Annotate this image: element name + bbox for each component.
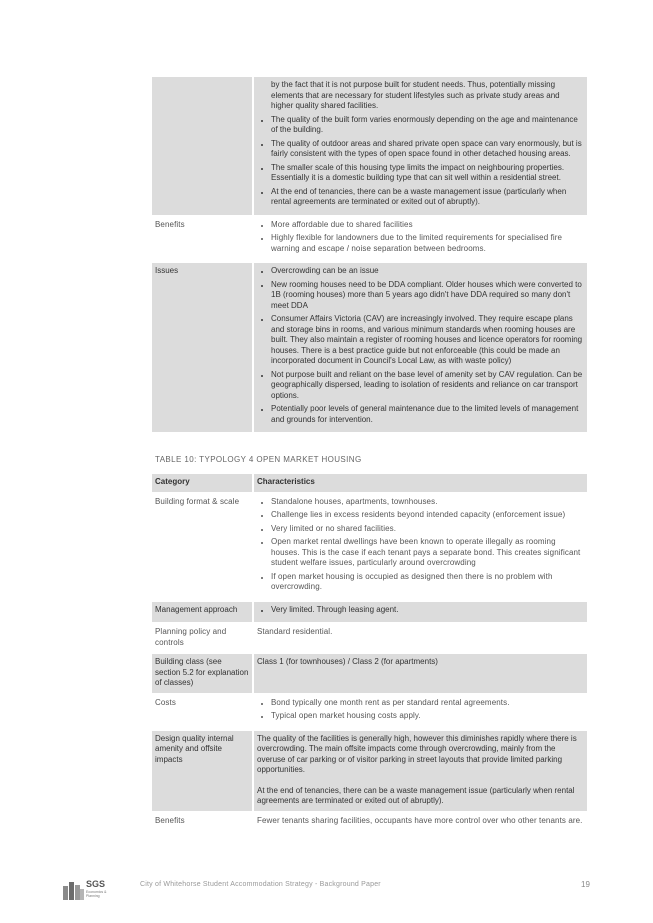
logo-subtext: Economics & Planning bbox=[86, 890, 107, 898]
category-cell: Benefits bbox=[152, 812, 253, 832]
list-item: • At the end of tenancies, there can be a waste management issue (particularly when rental agreements are terminated or exited out of abruptly). bbox=[271, 187, 584, 208]
characteristics-cell: Class 1 (for townhouses) / Class 2 (for apartments) bbox=[253, 653, 587, 694]
list-item: • Highly flexible for landowners due to the limited requirements for specialised fire warning and escape / noise separation between bedrooms. bbox=[271, 233, 584, 254]
list-item: • Very limited or no shared facilities. bbox=[271, 524, 584, 535]
list-item: • New rooming houses need to be DDA compliant. Older houses which were converted to 1B (rooming houses) more than 5 years ago didn't have DDA required so many don't meet DDA bbox=[271, 280, 584, 312]
table-row bbox=[152, 812, 587, 832]
category-cell: Building format & scale bbox=[152, 493, 253, 601]
list-item: • If open market housing is occupied as designed then there is no problem with overcrowding. bbox=[271, 572, 584, 593]
category-cell: Building class (see section 5.2 for explanation of classes) bbox=[152, 653, 253, 694]
table-row bbox=[152, 730, 587, 812]
category-cell: Costs bbox=[152, 694, 253, 730]
characteristics-cell: Standard residential. bbox=[253, 623, 587, 653]
category-cell bbox=[152, 77, 253, 216]
header-characteristics: Characteristics bbox=[253, 474, 587, 493]
list-item: • Standalone houses, apartments, townhouses. bbox=[271, 497, 584, 508]
table-header-row bbox=[152, 474, 587, 493]
bullet-list bbox=[257, 605, 584, 616]
characteristics-cell: Fewer tenants sharing facilities, occupants have more control over who other tenants are. bbox=[253, 812, 587, 832]
characteristics-cell bbox=[253, 262, 587, 433]
paragraph: At the end of tenancies, there can be a waste management issue (particularly when rental agreements are terminated or exited out of abruptly). bbox=[257, 785, 575, 805]
characteristics-cell bbox=[253, 77, 587, 216]
category-cell: Design quality internal amenity and offsite impacts bbox=[152, 730, 253, 812]
category-cell: Planning policy and controls bbox=[152, 623, 253, 653]
list-item: • The smaller scale of this housing type limits the impact on neighbouring properties. Essentially it is a domestic building type that can sit well within a residential street. bbox=[271, 163, 584, 184]
continuation-text: by the fact that it is not purpose built for student needs. Thus, potentially missing elements that are necessary for student lifestyles such as private study areas and higher quality shared facilities. bbox=[271, 80, 560, 110]
logo-text: SGS bbox=[86, 879, 106, 889]
footer-title: City of Whitehorse Student Accommodation Strategy - Background Paper bbox=[140, 881, 381, 888]
bullet-list bbox=[257, 220, 584, 255]
typology-4-table bbox=[152, 474, 587, 832]
sgs-logo bbox=[63, 879, 109, 901]
list-item: • Open market rental dwellings have been known to operate illegally as rooming houses. This is the case if each tenant pays a separate bond. This creates significant student welfare issues, particularly around overcrowding bbox=[271, 537, 584, 569]
typology-3-table bbox=[152, 77, 587, 434]
bullet-list bbox=[257, 266, 584, 425]
list-item: • Very limited. Through leasing agent. bbox=[271, 605, 584, 616]
bullet-list bbox=[257, 497, 584, 593]
table-row bbox=[152, 77, 587, 216]
characteristics-cell bbox=[253, 730, 587, 812]
characteristics-cell bbox=[253, 216, 587, 263]
bullet-list bbox=[257, 698, 584, 722]
table-row bbox=[152, 623, 587, 653]
table-row bbox=[152, 262, 587, 433]
category-cell: Benefits bbox=[152, 216, 253, 263]
sgs-logo-icon bbox=[63, 880, 85, 900]
table-row bbox=[152, 653, 587, 694]
list-item: • Consumer Affairs Victoria (CAV) are increasingly involved. They require escape plans and storage bins in rooms, and various minimum standards when rooming houses are built. They also maintain a register of rooming houses and licence operators for rooming houses. There is a best practice guide but not enforceable (this could be made an incorporated document in Council's Local Law, as with waste policy) bbox=[271, 314, 584, 367]
list-item: • Typical open market housing costs apply. bbox=[271, 711, 584, 722]
characteristics-cell bbox=[253, 601, 587, 624]
list-item: • Not purpose built and reliant on the base level of amenity set by CAV regulation. Can be geographically dispersed, leading to isolation of residents and reliance on car transport options. bbox=[271, 370, 584, 402]
category-cell: Issues bbox=[152, 262, 253, 433]
list-item: • The quality of the built form varies enormously depending on the age and maintenance of the building. bbox=[271, 115, 584, 136]
list-item: • The quality of outdoor areas and shared private open space can vary enormously, but is fairly consistent with the types of open space found in other detached housing areas. bbox=[271, 139, 584, 160]
characteristics-cell bbox=[253, 694, 587, 730]
header-category: Category bbox=[152, 474, 253, 493]
paragraph: The quality of the facilities is generally high, however this diminishes rapidly where there is overcrowding. The main offsite impacts come through overcrowding, mainly from the overuse of car parking or of visitor parking in street layouts that provide limited parking opportunities. bbox=[257, 733, 577, 774]
characteristics-cell bbox=[253, 493, 587, 601]
table-row bbox=[152, 216, 587, 263]
list-item: • More affordable due to shared facilities bbox=[271, 220, 584, 231]
category-cell: Management approach bbox=[152, 601, 253, 624]
table-caption: TABLE 10: TYPOLOGY 4 OPEN MARKET HOUSING bbox=[155, 455, 362, 464]
list-item: • Potentially poor levels of general maintenance due to the limited levels of management and grounds for intervention. bbox=[271, 404, 584, 425]
table-row bbox=[152, 601, 587, 624]
table-row bbox=[152, 694, 587, 730]
table-row bbox=[152, 493, 587, 601]
page-number: 19 bbox=[581, 880, 590, 889]
bullet-list bbox=[257, 115, 584, 208]
list-item: • Bond typically one month rent as per standard rental agreements. bbox=[271, 698, 584, 709]
list-item: • Overcrowding can be an issue bbox=[271, 266, 584, 277]
list-item: • Challenge lies in excess residents beyond intended capacity (enforcement issue) bbox=[271, 510, 584, 521]
